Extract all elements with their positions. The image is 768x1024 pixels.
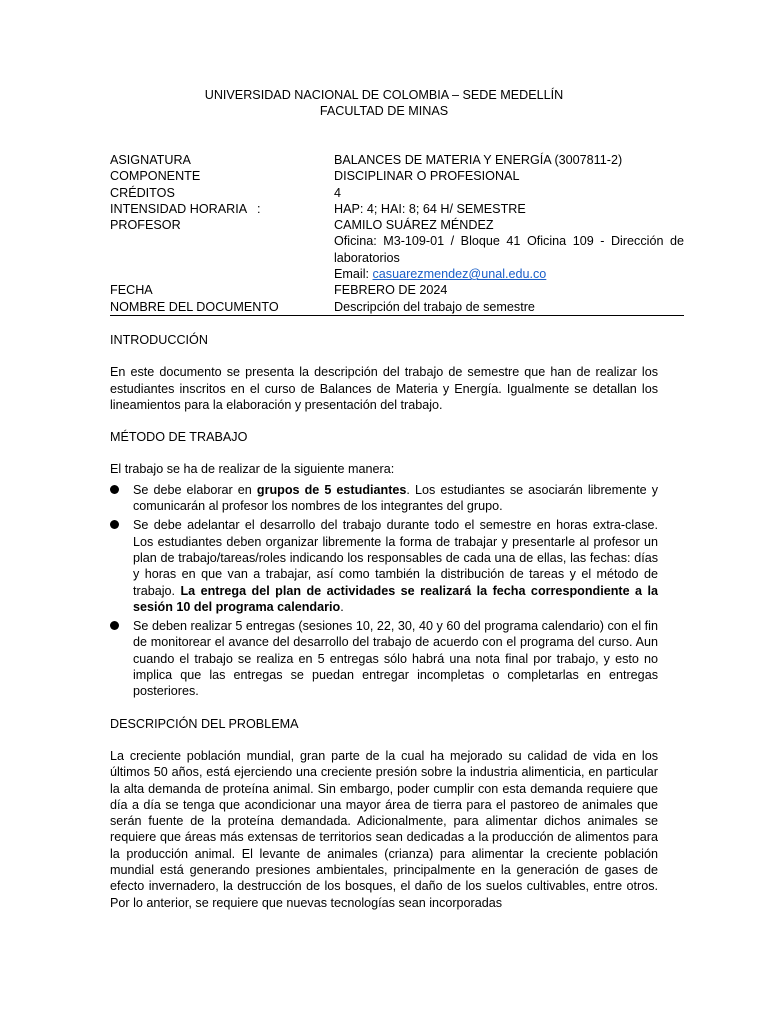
bullet-icon [110, 485, 119, 494]
info-row-profesor [110, 217, 684, 282]
intro-heading: INTRODUCCIÓN [110, 333, 208, 347]
course-info-table [110, 152, 684, 315]
intensidad-label: INTENSIDAD HORARIA : [110, 201, 261, 216]
university-name: UNIVERSIDAD NACIONAL DE COLOMBIA – SEDE MEDELLÍN [204, 88, 564, 102]
componente-value: DISCIPLINAR O PROFESIONAL [334, 169, 520, 184]
list-item [110, 482, 658, 515]
bullet3-text: Se deben realizar 5 entregas (sesiones 10, 22, 30, 40 y 60 del programa calendario) con el fin de monitorear el avance del desarrollo del trabajo de acuerdo con el programa del curso. Aun cuando el trabajo se realiza en 5 entregas sólo habrá una nota final por trabajo, y esto no implica que las entregas se puedan entregar incompletas o completarlas en entregas posteriores. [133, 619, 658, 699]
componente-label: COMPONENTE [110, 169, 201, 184]
profesor-email-line [334, 266, 684, 282]
metodo-list [110, 482, 658, 700]
metodo-lead: El trabajo se ha de realizar de la siguiente manera: [110, 462, 395, 477]
bullet-icon [110, 520, 119, 529]
info-row-intensidad [110, 201, 684, 217]
info-row-asignatura [110, 152, 684, 168]
bullet2-text: Se debe adelantar el desarrollo del trabajo durante todo el semestre en horas extra-clase. Los estudiantes deben organizar libremente la forma de trabajar y presentarle al profesor un plan de trabajo/tareas/roles indicando los responsables de cada una de ellas, las fechas: días y horas en que van a trabajar, así como también la distribución de tareas y el método de trabajo. [133, 518, 658, 598]
profesor-office: Oficina: M3-109-01 / Bloque 41 Oficina 109 - Dirección de laboratorios [334, 234, 684, 265]
email-link[interactable]: casuarezmendez@unal.edu.co [372, 267, 547, 282]
bullet2-bold: La entrega del plan de actividades se realizará la fecha correspondiente a la sesión 10 del programa calendario [133, 583, 658, 614]
bullet2-text-end: . [340, 599, 344, 614]
document-header [0, 87, 768, 119]
intro-paragraph: En este documento se presenta la descripción del trabajo de semestre que han de realizar los estudiantes inscritos en el curso de Balances de Materia y Energía. Igualmente se detallan los lineamientos para la elaboración y presentación del trabajo. [110, 365, 658, 412]
problema-heading: DESCRIPCIÓN DEL PROBLEMA [110, 716, 299, 731]
info-row-creditos [110, 185, 684, 201]
bullet1-text: Se debe elaborar en [133, 482, 257, 497]
info-row-documento [110, 299, 684, 315]
document-body [110, 332, 658, 927]
creditos-label: CRÉDITOS [110, 185, 175, 200]
intensidad-value: HAP: 4; HAI: 8; 64 H/ SEMESTRE [334, 201, 526, 216]
documento-value: Descripción del trabajo de semestre [334, 299, 535, 314]
email-label: Email: [334, 267, 373, 282]
documento-label: NOMBRE DEL DOCUMENTO [110, 299, 279, 314]
creditos-value: 4 [334, 185, 342, 200]
fecha-label: FECHA [110, 283, 153, 298]
info-row-fecha [110, 282, 684, 298]
list-item [110, 517, 658, 615]
profesor-name: CAMILO SUÁREZ MÉNDEZ [334, 218, 494, 233]
bullet-icon [110, 621, 119, 630]
metodo-heading: MÉTODO DE TRABAJO [110, 430, 248, 445]
header-divider [110, 315, 684, 316]
problema-paragraph: La creciente población mundial, gran parte de la cual ha mejorado su calidad de vida en los últimos 50 años, está ejerciendo una creciente presión sobre la industria alimenticia, en particular la alta demanda de proteína animal. Sin embargo, poder cumplir con esta demanda requiere que día a día se tenga que acondicionar una mayor área de tierra para el pastoreo de animales que serán fuente de la proteína demandada. Adicionalmente, para alimentar dichos animales se requiere que áreas más extensas de territorios sean dedicadas a la producción de alimentos para la producción animal. El levante de animales (crianza) para alimentar la creciente población mundial está generando presiones ambientales, principalmente en la generación de gases de efecto invernadero, la destrucción de los bosques, el daño de los suelos cultivables, entre otros. Por lo anterior, se requiere que nuevas tecnologías sean incorporadas [110, 748, 658, 910]
fecha-value: FEBRERO DE 2024 [334, 283, 448, 298]
profesor-label: PROFESOR [110, 218, 181, 233]
profesor-details [334, 217, 684, 282]
bullet1-bold: grupos de 5 estudiantes [256, 482, 407, 497]
asignatura-label: ASIGNATURA [110, 153, 191, 167]
asignatura-value: BALANCES DE MATERIA Y ENERGÍA (3007811-2) [334, 153, 623, 167]
info-row-componente [110, 168, 684, 184]
bullet1-text-end: . Los estudiantes se asociarán libremente y comunicarán al profesor los nombres de los integrantes del grupo. [133, 482, 658, 514]
list-item [110, 618, 658, 699]
faculty-name: FACULTAD DE MINAS [319, 104, 449, 118]
